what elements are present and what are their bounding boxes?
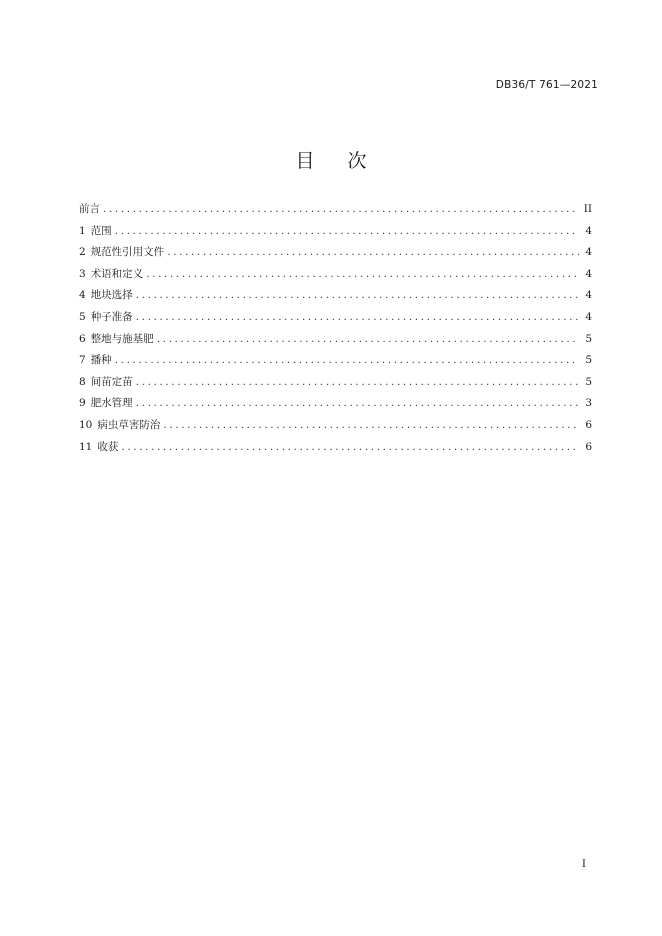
toc-entry-title: 范围 (90, 224, 112, 237)
toc-entry-number: 7 (79, 354, 86, 367)
toc-entry-1[interactable] (79, 221, 592, 243)
toc-entry-7[interactable] (79, 350, 592, 372)
toc-entry-title: 地块选择 (90, 289, 133, 302)
toc-entry-label (79, 242, 164, 264)
toc-entry-9[interactable] (79, 393, 592, 415)
toc-entry-page: 4 (585, 224, 592, 237)
toc-entry-11[interactable] (79, 437, 592, 459)
toc-entry-title: 播种 (90, 354, 112, 367)
toc-entry-page: 3 (585, 397, 592, 410)
toc-entry-page: 4 (585, 246, 592, 259)
toc-entry-number: 2 (79, 246, 86, 259)
toc-list (79, 199, 592, 458)
toc-entry-label (79, 437, 118, 459)
toc-title-part2: 次 (347, 150, 367, 172)
toc-leader-dots (136, 393, 579, 415)
toc-entry-number: 1 (79, 224, 86, 237)
toc-entry-number: 3 (79, 267, 86, 280)
toc-entry-page: 4 (585, 310, 592, 323)
toc-entry-number: 6 (79, 332, 86, 345)
toc-entry-8[interactable] (79, 372, 592, 394)
toc-entry-number: 10 (79, 418, 93, 431)
toc-entry-10[interactable] (79, 415, 592, 437)
toc-leader-dots (136, 285, 579, 307)
toc-leader-dots (115, 350, 579, 372)
toc-entry-page: 5 (585, 375, 592, 388)
toc-entry-label (79, 285, 133, 307)
toc-entry-preface[interactable] (79, 199, 592, 221)
toc-entry-page: II (583, 203, 592, 215)
toc-entry-title: 规范性引用文件 (90, 246, 165, 259)
toc-entry-2[interactable] (79, 242, 592, 264)
toc-entry-label (79, 329, 154, 351)
toc-entry-title: 收获 (97, 440, 119, 453)
toc-entry-label (79, 221, 112, 243)
toc-entry-label (79, 307, 133, 329)
toc-entry-title: 术语和定义 (90, 267, 144, 280)
toc-entry-title: 间苗定苗 (90, 375, 133, 388)
toc-entry-number: 9 (79, 397, 86, 410)
toc-entry-title: 种子准备 (90, 310, 133, 323)
toc-entry-label (79, 350, 112, 372)
toc-entry-page: 5 (585, 354, 592, 367)
toc-entry-3[interactable] (79, 264, 592, 286)
toc-entry-label (79, 372, 133, 394)
toc-leader-dots (136, 307, 579, 329)
toc-entry-page: 6 (585, 418, 592, 431)
toc-entry-title: 前言 (79, 203, 100, 215)
toc-entry-label (79, 415, 160, 437)
toc-title-part1: 目 (295, 150, 315, 172)
toc-entry-label (79, 264, 143, 286)
toc-entry-page: 6 (585, 440, 592, 453)
toc-entry-page: 4 (585, 289, 592, 302)
toc-entry-number: 4 (79, 289, 86, 302)
toc-title (0, 146, 662, 173)
toc-leader-dots (136, 372, 579, 394)
toc-leader-dots (167, 242, 579, 264)
toc-entry-page: 4 (585, 267, 592, 280)
toc-entry-title: 病虫草害防治 (97, 418, 161, 431)
toc-entry-number: 5 (79, 310, 86, 323)
toc-entry-5[interactable] (79, 307, 592, 329)
page-number: I (581, 858, 586, 870)
toc-entry-number: 8 (79, 375, 86, 388)
toc-leader-dots (121, 437, 579, 459)
document-code: DB36/T 761—2021 (495, 79, 598, 91)
toc-entry-6[interactable] (79, 329, 592, 351)
toc-leader-dots (163, 415, 579, 437)
toc-entry-label (79, 393, 133, 415)
toc-entry-page: 5 (585, 332, 592, 345)
toc-entry-label (79, 199, 100, 221)
toc-entry-title: 整地与施基肥 (90, 332, 154, 345)
toc-leader-dots (103, 199, 579, 221)
toc-leader-dots (157, 329, 579, 351)
toc-entry-4[interactable] (79, 285, 592, 307)
toc-entry-number: 11 (79, 440, 93, 453)
toc-leader-dots (115, 221, 579, 243)
toc-leader-dots (146, 264, 579, 286)
toc-entry-title: 肥水管理 (90, 397, 133, 410)
